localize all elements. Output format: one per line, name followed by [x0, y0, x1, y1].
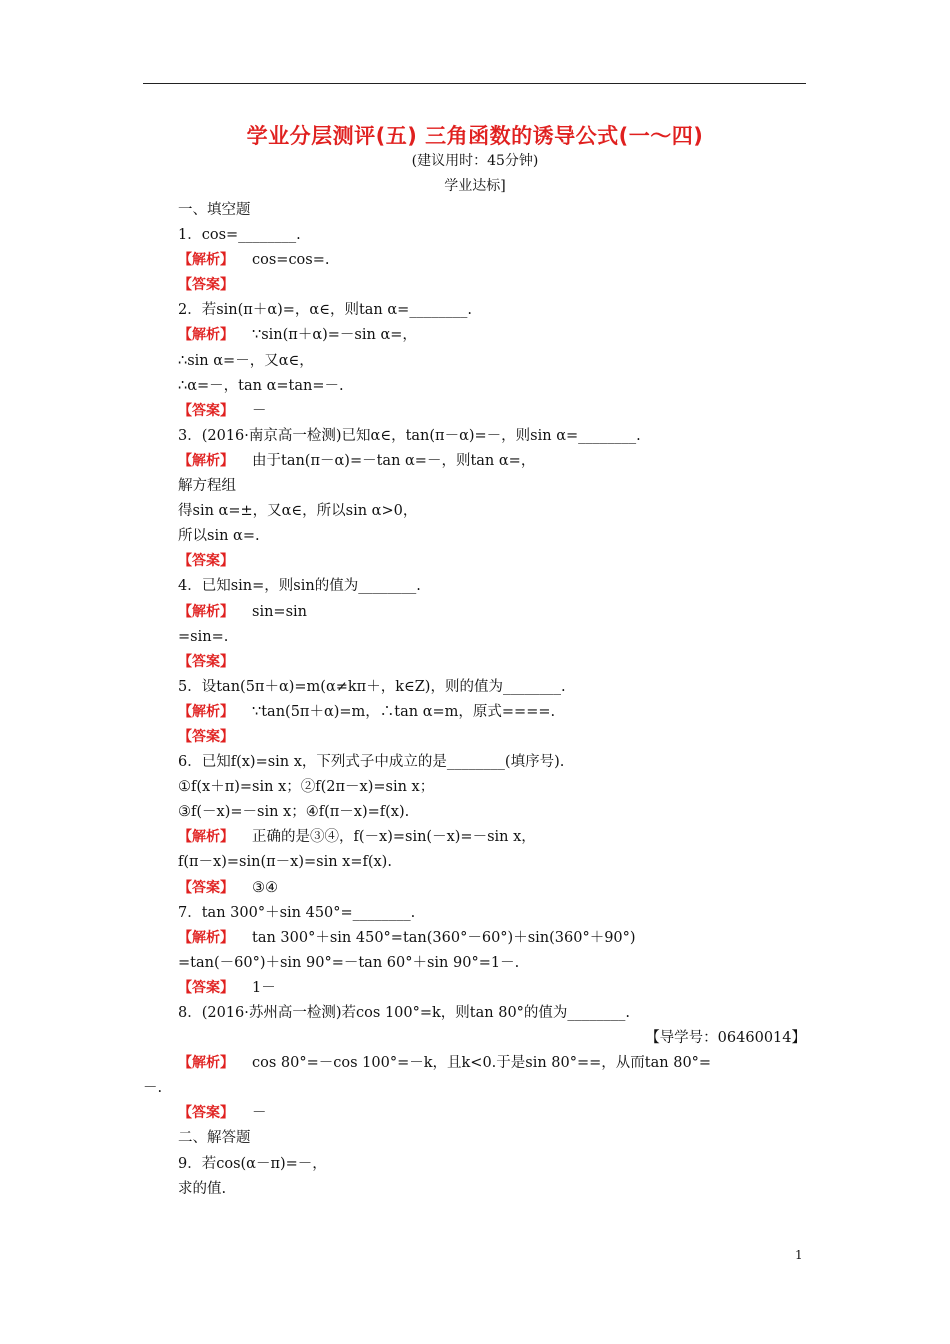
line-text: ∵sin(π＋α)=－sin α=， [252, 327, 417, 344]
text-line [178, 1177, 808, 1202]
text-line [178, 424, 808, 449]
solution-line [178, 549, 808, 574]
text-line [178, 374, 808, 399]
page-title: 学业分层测评(五) 三角函数的诱导公式(一～四) [246, 124, 704, 148]
document-body [143, 198, 808, 1202]
line-text: 由于tan(π－α)=－tan α=－，则tan α=， [252, 452, 536, 469]
line-text: 8．(2016·苏州高一检测)若cos 100°=k，则tan 80°的值为________. [178, 1005, 631, 1021]
line-text: ③f(－x)=－sin x；④f(π－x)=f(x). [178, 804, 410, 821]
answer-tag: 【答案】 [178, 553, 234, 570]
answer-tag: 【答案】 [178, 879, 234, 896]
line-text: － [252, 402, 267, 419]
line-text: 4．已知sin=，则sin的值为________. [178, 578, 421, 595]
text-line [178, 1026, 808, 1051]
text-line [178, 625, 808, 650]
solution-line [178, 926, 808, 951]
text-line [178, 474, 808, 499]
text-line [178, 951, 808, 976]
text-line [178, 800, 808, 825]
solution-line [178, 273, 808, 298]
solution-line [178, 876, 808, 901]
line-text: tan 300°＋sin 450°=tan(360°－60°)＋sin(360°＋90°) [252, 929, 636, 946]
text-line [178, 574, 808, 599]
line-text: 6．已知f(x)=sin x，下列式子中成立的是________(填序号). [178, 754, 565, 771]
line-text: 7．tan 300°＋sin 450°=________. [178, 904, 416, 921]
analysis-tag: 【解析】 [178, 252, 234, 269]
solution-line [178, 976, 808, 1001]
text-line [178, 499, 808, 524]
text-line [178, 775, 808, 800]
section-heading: 学业达标] [444, 178, 506, 194]
answer-tag: 【答案】 [178, 277, 234, 294]
text-line [178, 1152, 808, 1177]
line-text: 正确的是③④，f(－x)=sin(－x)=－sin x， [252, 829, 536, 846]
solution-line [178, 1051, 808, 1076]
line-text: 9．若cos(α－π)=－， [178, 1155, 327, 1172]
solution-line [178, 650, 808, 675]
line-text: － [252, 1105, 267, 1122]
line-text: 【导学号：06460014】 [645, 1030, 806, 1047]
line-text: ①f(x＋π)=sin x；②f(2π－x)=sin x； [178, 779, 435, 796]
line-text: sin=sin [252, 603, 307, 620]
line-text: 一、填空题 [178, 202, 251, 218]
solution-line [178, 1101, 808, 1126]
solution-line [178, 825, 808, 850]
line-text: cos 80°=－cos 100°=－k，且k<0.于是sin 80°==，从而tan 80°= [252, 1055, 712, 1072]
text-line [178, 298, 808, 323]
text-line [178, 349, 808, 374]
analysis-tag: 【解析】 [178, 452, 234, 469]
header-rule [143, 83, 806, 84]
analysis-tag: 【解析】 [178, 929, 234, 946]
solution-line [178, 323, 808, 348]
line-text: =sin=. [178, 628, 229, 645]
analysis-tag: 【解析】 [178, 1055, 234, 1072]
text-line [178, 750, 808, 775]
analysis-tag: 【解析】 [178, 327, 234, 344]
answer-tag: 【答案】 [178, 402, 234, 419]
answer-tag: 【答案】 [178, 728, 234, 745]
analysis-tag: 【解析】 [178, 703, 234, 720]
text-line [178, 1001, 808, 1026]
solution-line [178, 600, 808, 625]
text-line [178, 223, 808, 248]
line-text: f(π－x)=sin(π－x)=sin x=f(x). [178, 854, 392, 871]
line-text: 二、解答题 [178, 1130, 251, 1147]
line-text: 5．设tan(5π＋α)=m(α≠kπ＋，k∈Z)，则的值为________. [178, 678, 566, 695]
line-text: 所以sin α=. [178, 528, 260, 545]
text-line [178, 675, 808, 700]
text-line [143, 1076, 808, 1101]
line-text: 1．cos=________. [178, 227, 301, 244]
solution-line [178, 700, 808, 725]
line-text: =tan(－60°)＋sin 90°=－tan 60°＋sin 90°=1－. [178, 954, 520, 971]
line-text: 得sin α=±，又α∈，所以sin α>0， [178, 503, 418, 520]
line-text: 解方程组 [178, 478, 236, 495]
line-text: ③④ [252, 879, 278, 896]
analysis-tag: 【解析】 [178, 829, 234, 846]
line-text: 求的值. [178, 1180, 227, 1197]
line-text: 2．若sin(π＋α)=，α∈，则tan α=________. [178, 302, 472, 319]
text-line [178, 1126, 808, 1151]
text-line [178, 850, 808, 875]
line-text: ∴α=－，tan α=tan=－. [178, 377, 344, 394]
suggested-time: (建议用时：45分钟) [411, 153, 539, 169]
text-line [178, 901, 808, 926]
solution-line [178, 725, 808, 750]
line-text: ∵tan(5π＋α)=m，∴tan α=m，原式====. [252, 703, 556, 720]
answer-tag: 【答案】 [178, 979, 234, 996]
text-line [178, 524, 808, 549]
solution-line [178, 449, 808, 474]
line-text: 1－ [252, 979, 276, 996]
analysis-tag: 【解析】 [178, 603, 234, 620]
answer-tag: 【答案】 [178, 1105, 234, 1122]
solution-line [178, 399, 808, 424]
line-text: cos=cos=. [252, 252, 330, 269]
line-text: ∴sin α=－，又α∈， [178, 352, 314, 369]
text-line [178, 198, 808, 223]
line-text: 3．(2016·南京高一检测)已知α∈，tan(π－α)=－，则sin α=________. [178, 427, 641, 444]
line-text: －. [143, 1080, 163, 1097]
solution-line [178, 248, 808, 273]
answer-tag: 【答案】 [178, 653, 234, 670]
page-number: 1 [795, 1248, 803, 1262]
